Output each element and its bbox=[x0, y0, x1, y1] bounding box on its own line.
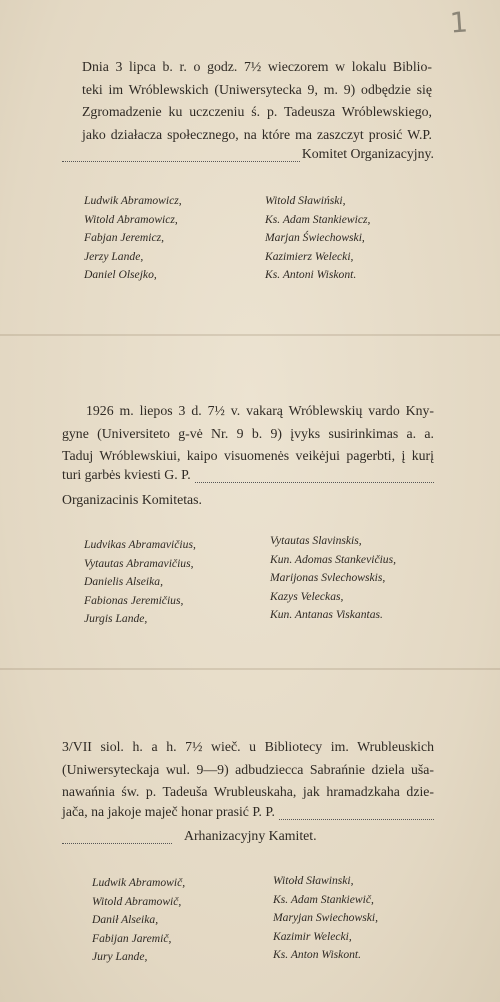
names-right-column bbox=[270, 532, 396, 625]
names-right-column bbox=[273, 872, 378, 965]
paragraph-line: teki im Wróblewskich (Uniwersytecka 9, m. 9) odbędzie się bbox=[82, 81, 432, 97]
invitation-paragraph bbox=[62, 400, 434, 468]
paragraph-line: (Uniwersyteckaja wul. 9—9) adbudziecca Sabrańnie dziela uša- bbox=[62, 761, 434, 777]
blank-dotted-line bbox=[279, 809, 434, 820]
committee-member: Marjan Świechowski, bbox=[265, 231, 365, 245]
paragraph-line: jako działacza społecznego, na które ma zaszczyt prosić W.P. bbox=[82, 126, 432, 142]
names-left-column bbox=[84, 192, 182, 285]
committee-member: Daniel Olsejko, bbox=[84, 268, 157, 282]
paragraph-line: 3/VII siol. h. a h. 7½ wieč. u Bibliotecy im. Wrubleuskich bbox=[62, 739, 434, 754]
paragraph-line: gyne (Universiteto g-vė Nr. 9 b. 9) įvyks susirinkimas a. a. bbox=[62, 425, 434, 441]
committee-name: Komitet Organizacyjny. bbox=[301, 146, 434, 161]
paragraph-line: nawańnia św. p. Tadeuša Wrubleuskaha, jak hramadzkaha dzie- bbox=[62, 784, 434, 799]
fold-line bbox=[0, 668, 500, 670]
committee-member: Vytautas Abramavičius, bbox=[84, 556, 194, 570]
committee-name: Organizacinis Komitetas. bbox=[62, 492, 202, 507]
blank-dotted-line bbox=[62, 833, 172, 844]
committee-member: Ks. Antoni Wiskont. bbox=[265, 268, 357, 282]
committee-member: Kazimierz Welecki, bbox=[265, 249, 354, 263]
committee-member: Danielis Alseika, bbox=[84, 575, 163, 589]
blank-dotted-line bbox=[195, 472, 434, 483]
committee-member: Ks. Anton Wiskont. bbox=[273, 948, 362, 962]
committee-member: Vytautas Slavinskis, bbox=[270, 534, 362, 547]
committee-member: Kun. Adomas Stankevičius, bbox=[270, 552, 397, 566]
committee-member: Danił Alseika, bbox=[92, 913, 159, 927]
names-left-column bbox=[84, 536, 196, 629]
committee-member: Kazys Veleckas, bbox=[270, 589, 344, 603]
invitation-paragraph bbox=[62, 736, 434, 804]
paragraph-line: Dnia 3 lipca b. r. o godz. 7½ wieczorem w lokalu Biblio- bbox=[82, 59, 432, 74]
committee-member: Marijonas Svlechowskis, bbox=[270, 571, 386, 585]
committee-member: Jurgis Lande, bbox=[84, 612, 148, 626]
committee-member: Witold Abramowicz, bbox=[84, 212, 178, 226]
signature-line bbox=[62, 146, 434, 162]
greeting-line bbox=[62, 804, 434, 820]
paragraph-line: 1926 m. liepos 3 d. 7½ v. vakarą Wróblewskių vardo Kny- bbox=[86, 403, 434, 418]
committee-member: Fabijan Jaremič, bbox=[92, 931, 172, 945]
page-number: 1 bbox=[449, 5, 470, 40]
greeting-line bbox=[62, 467, 434, 483]
committee-member: Witołd Sławinski, bbox=[273, 874, 354, 887]
paragraph-line: Taduj Wróblewskiui, kaipo visuomenės veikėjui pagerbti, į kurį bbox=[62, 448, 434, 463]
paragraph-line: jača, na jakoje maječ honar prasić P. P. bbox=[62, 804, 276, 819]
names-right-column bbox=[265, 192, 370, 285]
blank-dotted-line bbox=[62, 151, 300, 162]
committee-member: Jerzy Lande, bbox=[84, 249, 144, 263]
committee-member: Jury Lande, bbox=[92, 950, 148, 964]
committee-member: Maryjan Swiechowski, bbox=[273, 911, 378, 925]
committee-member: Ludwik Abramowič, bbox=[92, 876, 186, 889]
names-left-column bbox=[92, 874, 185, 967]
committee-member: Kun. Antanas Viskantas. bbox=[270, 608, 383, 622]
committee-member: Ludwik Abramowicz, bbox=[84, 194, 182, 207]
committee-member: Fabjan Jeremicz, bbox=[84, 231, 165, 245]
committee-member: Fabionas Jeremičius, bbox=[84, 593, 184, 607]
committee-member: Witold Abramowič, bbox=[92, 894, 182, 908]
signature-line bbox=[62, 828, 362, 844]
committee-member: Ks. Adam Stankiewicz, bbox=[265, 212, 371, 226]
committee-member: Witold Sławiński, bbox=[265, 194, 346, 207]
invitation-paragraph bbox=[82, 56, 432, 146]
paragraph-line: Zgromadzenie ku uczczeniu ś. p. Tadeusza Wróblewskiego, bbox=[82, 104, 432, 119]
committee-member: Kazimir Welecki, bbox=[273, 929, 352, 943]
committee-member: Ks. Adam Stankiewič, bbox=[273, 892, 374, 906]
paragraph-line: turi garbės kviesti G. P. bbox=[62, 467, 191, 482]
committee-member: Ludvikas Abramavičius, bbox=[84, 538, 196, 551]
fold-line bbox=[0, 334, 500, 336]
committee-name: Arhanizacyjny Kamitet. bbox=[184, 828, 317, 843]
